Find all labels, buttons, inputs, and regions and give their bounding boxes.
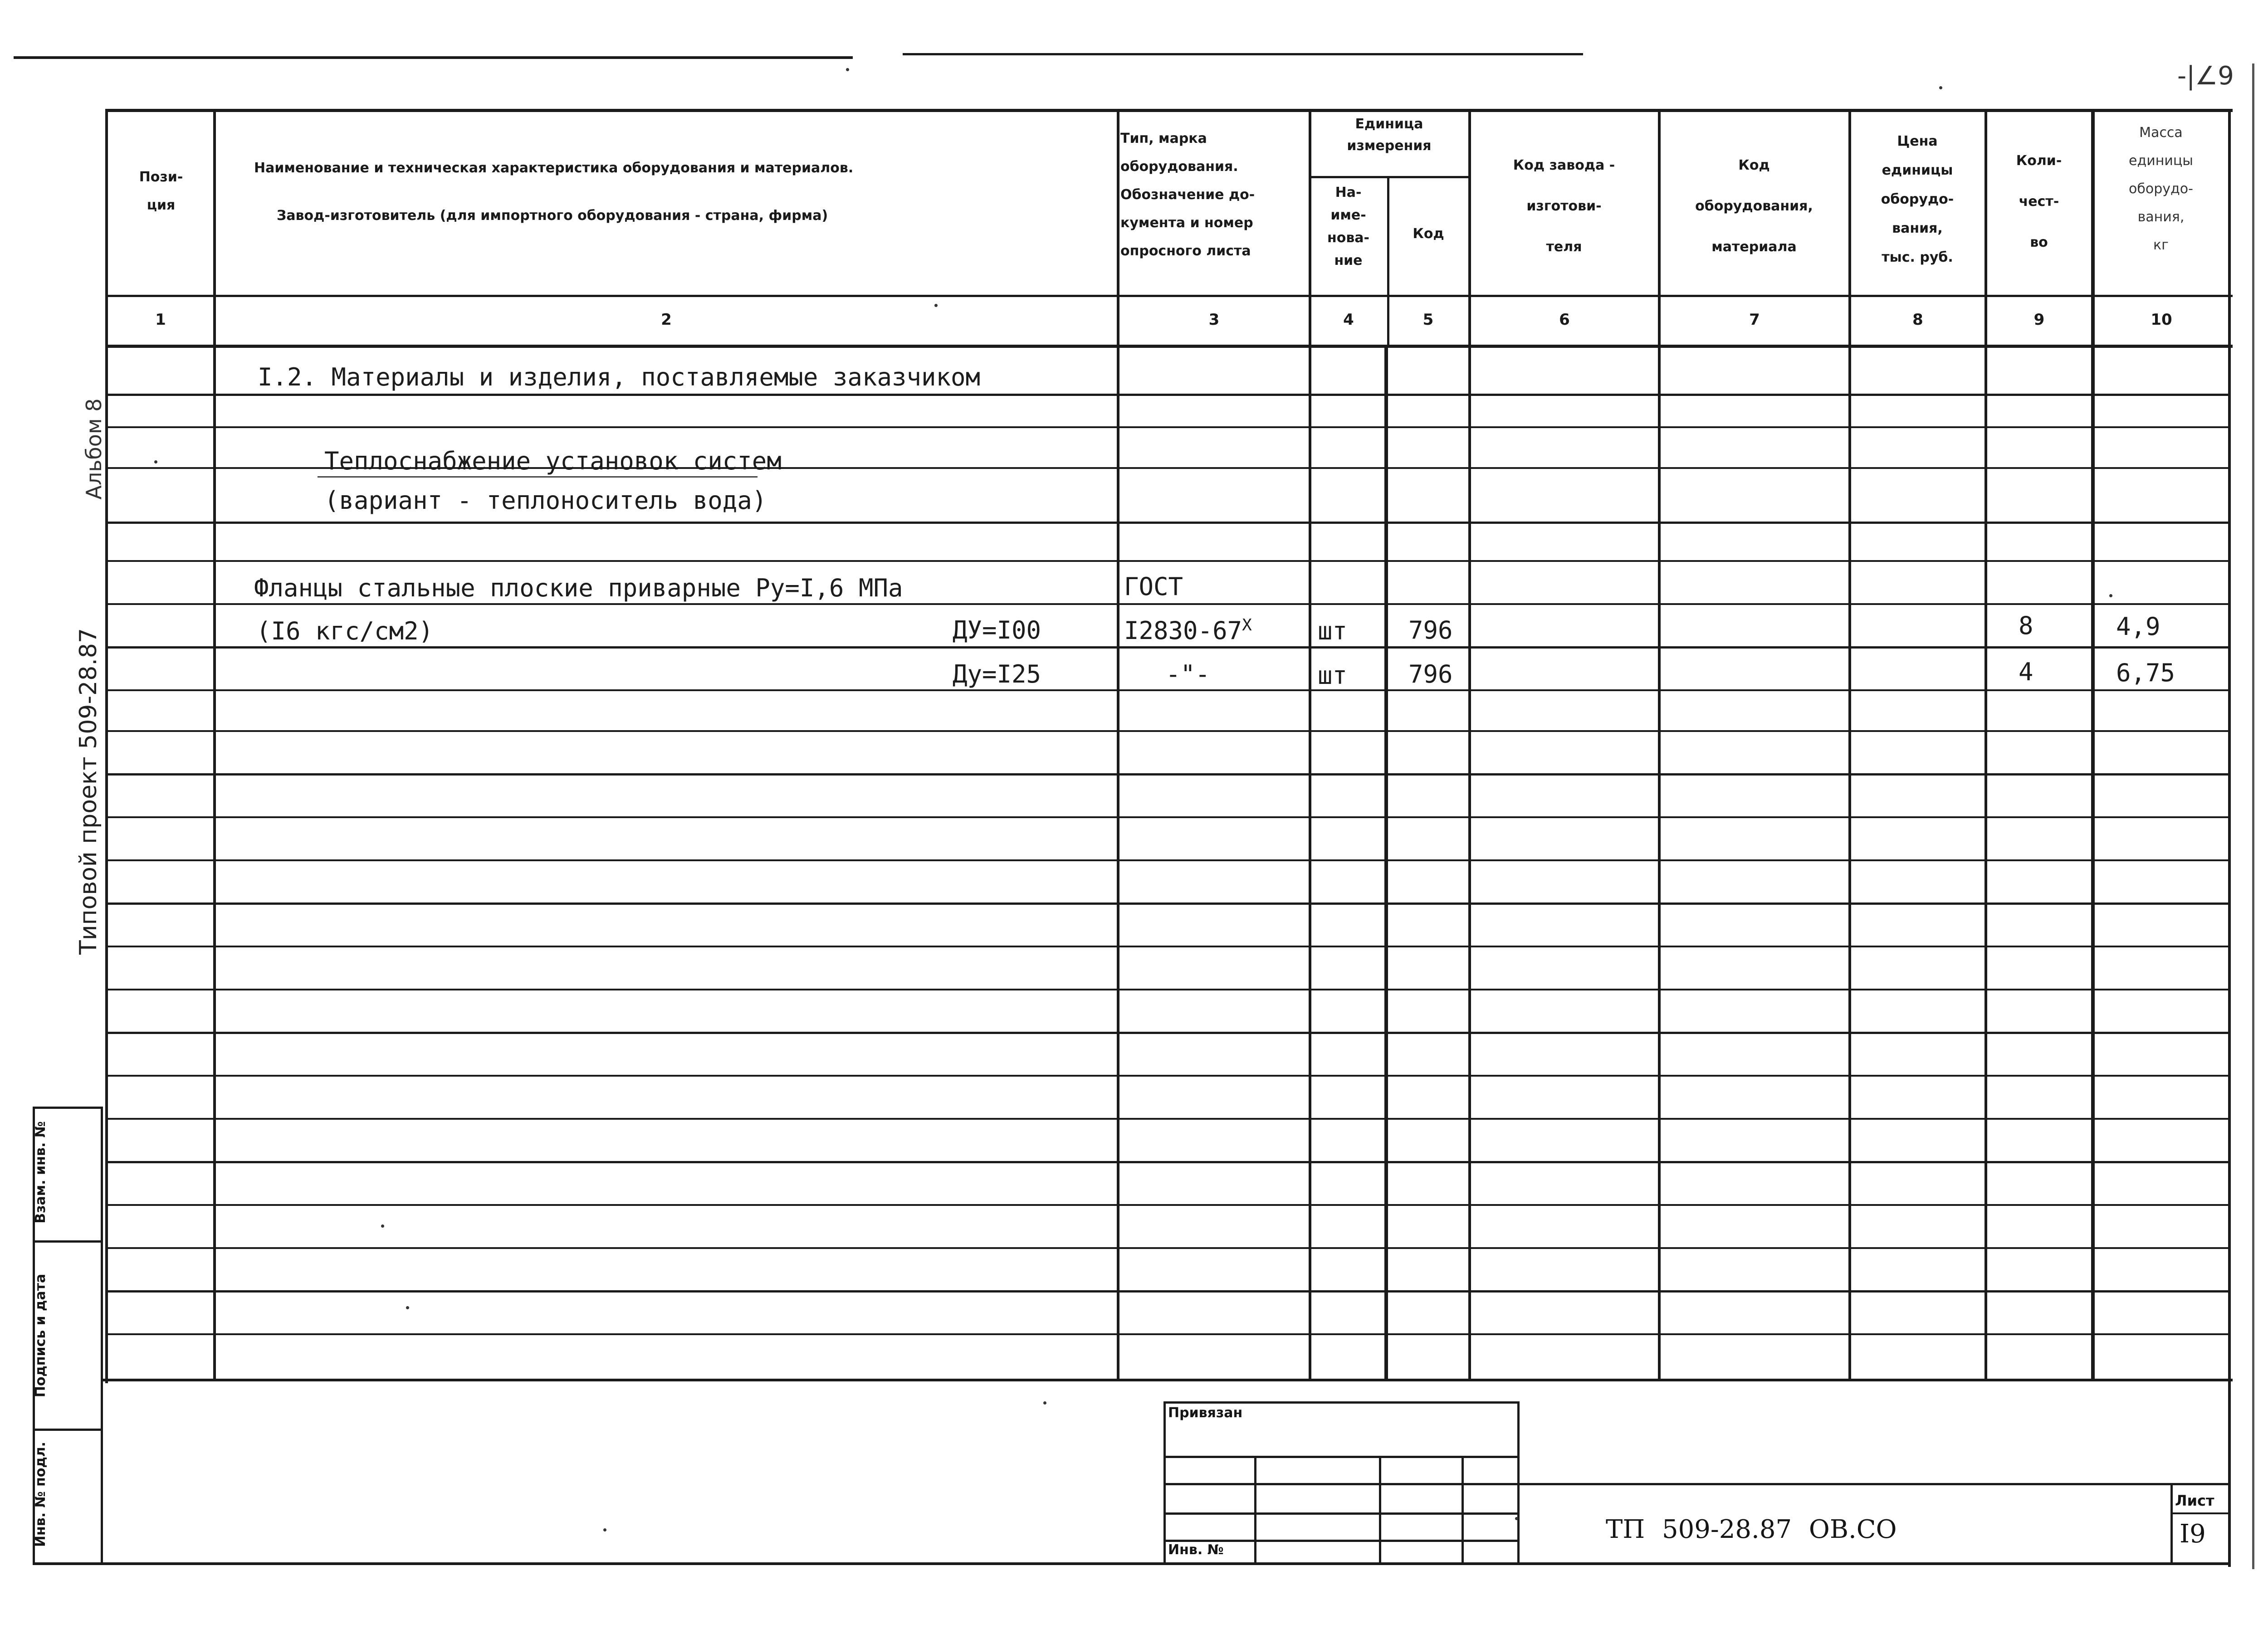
album-label: Альбом 8: [82, 398, 106, 500]
table-row-separator: [105, 689, 2230, 691]
column-number-10: 10: [2151, 311, 2172, 329]
column-number-1: 1: [155, 311, 166, 329]
row2-code: 796: [1408, 660, 1453, 688]
section-title: I.2. Материалы и изделия, поставляемые заказчиком: [258, 363, 981, 391]
field-inv: Инв. № подл.: [33, 1441, 49, 1547]
scan-speck: [2109, 594, 2112, 597]
project-label: Типовой проект 509-28.87: [75, 628, 102, 955]
scan-speck: [381, 1224, 384, 1228]
row1-qty: 8: [2019, 611, 2033, 640]
table-row-separator: [105, 1290, 2230, 1293]
table-row-separator: [105, 989, 2230, 990]
sheet-number: I9: [2180, 1519, 2206, 1549]
table-row-separator: [105, 1247, 2230, 1249]
subsection-line1: Теплоснабжение установок систем: [324, 447, 782, 475]
table-row-separator: [105, 560, 2230, 562]
scan-speck: [406, 1306, 409, 1309]
column-number-3: 3: [1208, 311, 1220, 329]
document-code: ТП 509-28.87 ОВ.СО: [1606, 1515, 1897, 1544]
row1-code: 796: [1408, 616, 1453, 644]
column-number-7: 7: [1749, 311, 1760, 329]
header-col7: Код оборудования, материала: [1695, 157, 1813, 255]
header-col2-line1: Наименование и техническая характеристика оборудования и материалов.: [254, 160, 854, 176]
table-row-separator: [105, 426, 2230, 428]
item-name2: (I6 кгс/см2): [256, 617, 434, 645]
field-podpis: Подпись и дата: [33, 1273, 49, 1398]
row1-mass: 4,9: [2116, 612, 2160, 641]
header-col4: На- име- нова- ние: [1327, 185, 1370, 268]
table-row-separator: [105, 859, 2230, 861]
row2-doc: -"-: [1166, 660, 1210, 688]
row2-qty: 4: [2019, 658, 2033, 686]
field-vzam: Взам. инв. №: [33, 1121, 49, 1224]
table-row-separator: [105, 603, 2230, 605]
table-row-separator: [105, 946, 2230, 947]
column-number-8: 8: [1912, 311, 1923, 329]
row2-size: Ду=I25: [953, 660, 1041, 688]
table-row-separator: [105, 1075, 2230, 1077]
table-row-separator: [105, 1161, 2230, 1163]
table-row-separator: [105, 816, 2230, 818]
table-row-separator: [105, 394, 2230, 396]
row1-size: ДУ=I00: [953, 616, 1041, 644]
header-col8: Цена единицы оборудо- вания, тыс. руб.: [1881, 133, 1954, 265]
header-col9: Коли- чест- во: [2016, 153, 2062, 250]
table-row-separator: [105, 646, 2230, 649]
column-number-2: 2: [661, 311, 672, 329]
table-row-separator: [105, 902, 2230, 905]
subsection-line2: (вариант - теплоноситель вода): [324, 486, 767, 515]
scan-speck: [1515, 1517, 1518, 1520]
header-col6: Код завода - изготови- теля: [1513, 157, 1615, 255]
column-number-6: 6: [1559, 311, 1570, 329]
header-col5: Код: [1413, 226, 1444, 242]
row2-unit: шт: [1318, 661, 1348, 690]
header-col10: Масса единицы оборудо- вания, кг: [2129, 125, 2193, 253]
column-number-5: 5: [1422, 311, 1434, 329]
table-row-separator: [105, 1333, 2230, 1335]
scan-speck: [603, 1528, 606, 1532]
scan-speck: [154, 460, 157, 463]
sheet-label: Лист: [2175, 1492, 2214, 1509]
table-row-separator: [105, 730, 2230, 732]
scan-speck: [934, 304, 938, 307]
scan-speck: [846, 68, 849, 71]
table-row-separator: [105, 1118, 2230, 1120]
header-col3: Тип, марка оборудования. Обозначение до- кумента и номер опросного листа: [1120, 131, 1255, 259]
item-name: Фланцы стальные плоские приварные Ру=I,6 МПа: [254, 574, 903, 602]
scan-speck: [1043, 1401, 1046, 1405]
table-row-separator: [105, 773, 2230, 776]
table-row-separator: [105, 1032, 2230, 1034]
column-number-9: 9: [2033, 311, 2045, 329]
item-standard: ГОСТ: [1124, 572, 1183, 601]
table-row-separator: [105, 522, 2230, 524]
row1-doc: $I2830-67^X$: [1124, 616, 1252, 645]
scan-speck: [1939, 86, 1942, 89]
header-col1: Пози- ция: [139, 169, 183, 213]
privyazan-label: Привязан: [1168, 1405, 1243, 1421]
row2-mass: 6,75: [2116, 658, 2175, 687]
column-number-4: 4: [1343, 311, 1354, 329]
corner-mark: -|∠9: [2177, 61, 2234, 91]
row1-unit: шт: [1318, 617, 1348, 645]
header-unit-group: Единица измерения: [1347, 116, 1432, 154]
table-row-separator: [105, 1204, 2230, 1206]
inv-no-label: Инв. №: [1168, 1542, 1224, 1558]
header-col2-line2: Завод-изготовитель (для импортного оборудования - страна, фирма): [277, 208, 828, 224]
